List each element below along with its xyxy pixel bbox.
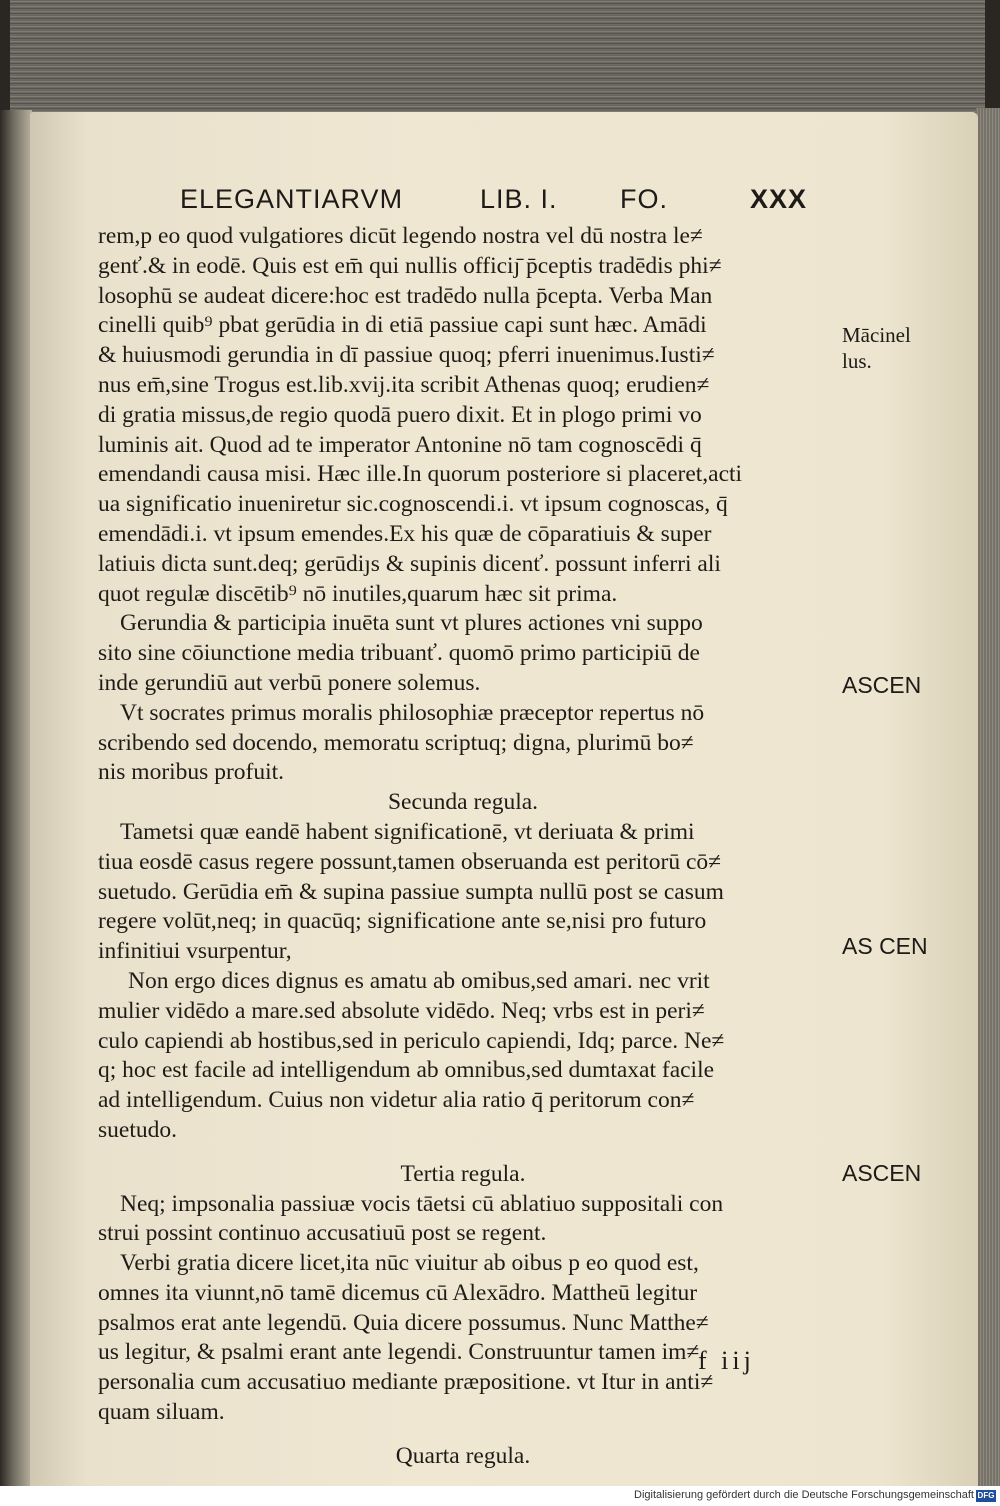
text-line: Non ergo dices dignus es amatu ab omibus,sed amari. nec vrit [128, 967, 710, 994]
text-line: Verbi gratia dicere licet,ita nūc viuitur ab oibus p eo quod est, [120, 1250, 699, 1277]
page-body [98, 222, 828, 1472]
text-line: ua significatio inueniretur sic.cognoscendi.i. vt ipsum cognoscas, q̄ [98, 491, 728, 518]
margin-note-ascen: ASCEN [842, 672, 922, 698]
text-line: Neq; impsonalia passiuæ vocis tāetsi cū ablatiuo suppositali con [120, 1190, 724, 1217]
text-line: omnes ita viunnt,nō tamē dicemus cū Alexādro. Mattheū legitur [98, 1279, 698, 1306]
text-line: quot regulæ discētib⁹ nō inutiles,quarum hæc sit prima. [98, 580, 618, 607]
text-line: tiua eosdē casus regere possunt,tamen obseruanda est peritorū cō≠ [98, 848, 722, 875]
text-line: nus em̄,sine Trogus est.lib.xvij.ita scribit Athenas quoq; erudien≠ [98, 371, 710, 398]
text-line: Vt socrates primus moralis philosophiæ præceptor repertus nō [120, 699, 705, 726]
text-line: cinelli quib⁹ pbat gerūdia in di etiā passiue capi sunt hæc. Amādi [98, 312, 707, 339]
text-line: suetudo. Gerūdia em̄ & supina passiue sumpta nullū post se casum [98, 878, 724, 905]
text-line: infinitiui vsurpentur, [98, 938, 292, 965]
section-heading: Quarta regula. [395, 1442, 531, 1469]
margin-note-ascen: ASCEN [842, 1160, 922, 1186]
text-line: psalmos erat ante legendū. Quia dicere possumus. Nunc Matthe≠ [98, 1309, 709, 1336]
text-line: us legitur, & psalmi erant ante legendi. Construuntur tamen im≠ [98, 1339, 700, 1366]
header-title: ELEGANTIARVM [180, 184, 404, 214]
left-page-edge [0, 110, 32, 1486]
text-line: di gratia missus,de regio quodā puero dixit. Et in plogo primi vo [98, 401, 702, 428]
signature-mark: f iij [698, 1346, 755, 1375]
text-line: ad intelligendum. Cuius non videtur alia ratio q̄ peritorum con≠ [98, 1087, 695, 1114]
margin-note-mancinellus: Mācinel lus. [842, 323, 911, 373]
text-line: personalia cum accusatiuo mediante præpositione. vt Itur in anti≠ [98, 1369, 714, 1396]
text-line: emendandi causa misi. Hæc ille.In quorum posteriore si placeret,acti [98, 461, 743, 488]
text-line: regere volūt,neq; in quacūq; significatione ante se,nisi pro futuro [98, 908, 707, 935]
text-line: genť.& in eodē. Quis est em̄ qui nullis officiȷ̄ p̄ceptis tradēdis phi≠ [98, 252, 722, 279]
text-line: mulier vidēdo a mare.sed absolute vidēdo. Neq; vrbs est in peri≠ [98, 997, 705, 1024]
right-page-edges [976, 108, 1000, 1486]
text-line: latiuis dicta sunt.deq; gerūdiȷs & supinis dicenť. possunt inferri ali [98, 550, 721, 577]
text-line: inde gerundiū aut verbū ponere solemus. [98, 669, 481, 696]
text-line: emendādi.i. vt ipsum emendes.Ex his quæ de cōparatiuis & super [98, 520, 712, 547]
header-folio-number: XXX [750, 184, 808, 214]
page-block-edges [10, 0, 985, 122]
text-line: culo capiendi ab hostibus,sed in periculo capiendi, Idq; parce. Ne≠ [98, 1027, 725, 1054]
text-line: Gerundia & participia inuēta sunt vt plures actiones vni suppo [120, 610, 703, 637]
text-line: scribendo sed docendo, memoratu scriptuq; digna, plurimū bo≠ [98, 729, 694, 756]
text-line: Tametsi quæ eandē habent significationē, vt deriuata & primi [120, 818, 695, 845]
text-line: sito sine cōiunctione media tribuanť. quomō primo participiū de [98, 640, 700, 667]
text-line: rem,p eo quod vulgatiores dicūt legendo nostra vel dū nostra le≠ [98, 223, 703, 249]
text-line: luminis ait. Quod ad te imperator Antonine nō tam cognoscēdi q̄ [98, 431, 702, 458]
footer-credit: Digitalisierung gefördert durch die Deutsche Forschungsgemeinschaft [634, 1489, 974, 1501]
dfg-logo: DFG [977, 1491, 995, 1500]
text-line: & huiusmodi gerundia in dī passiue quoq; pferri inuenimus.Iusti≠ [98, 342, 715, 369]
text-line: nis moribus profuit. [98, 759, 285, 786]
header-book: LIB. I. [480, 184, 558, 214]
text-line: suetudo. [98, 1116, 177, 1143]
text-line: losophū se audeat dicere:hoc est tradēdo nulla p̄cepta. Verba Man [98, 282, 713, 309]
section-heading: Secunda regula. [387, 789, 539, 816]
header-folio-label: FO. [620, 184, 668, 214]
text-line: strui possint continuo accusatiuū post se regent. [98, 1220, 547, 1247]
text-line: q; hoc est facile ad intelligendum ab omnibus,sed dumtaxat facile [98, 1057, 715, 1084]
section-heading: Tertia regula. [400, 1160, 526, 1187]
running-header [180, 184, 820, 220]
text-line: quam siluam. [98, 1399, 225, 1426]
footer-bar [0, 1486, 1000, 1506]
margin-note-ascen: AS CEN [842, 933, 928, 959]
